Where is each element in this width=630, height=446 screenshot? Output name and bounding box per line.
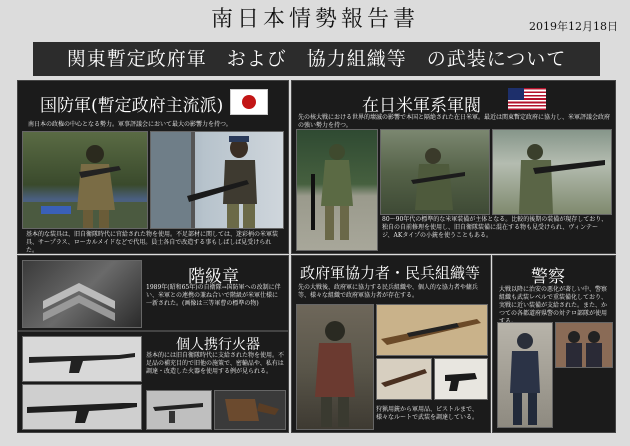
rifle-photo-2 bbox=[22, 384, 142, 430]
pistol-photo-1 bbox=[146, 390, 212, 430]
rifle-parts-icon bbox=[147, 391, 211, 429]
minpei-photo-3 bbox=[376, 358, 432, 400]
beigun-photo-1 bbox=[296, 129, 378, 251]
soldier-forest-icon bbox=[381, 130, 489, 214]
kojin-text: 基本的には旧自衛隊時代に支給された物を使用。不足品の補充目的で旧他の施策で、密輸品や、私有は調達・改造した火器を使用する例が見られる。 bbox=[146, 352, 285, 375]
minpei-text: 狩猟用銃から軍用品、ピストルまで、様々なルートで武装を調達している。 bbox=[376, 406, 479, 421]
rank-insignia-photo bbox=[22, 260, 142, 328]
kokubougun-photo-left bbox=[22, 131, 148, 229]
kaikyusho-text: 1989年(昭和65年)の自衛隊→国防軍への改制に伴い、米軍との連携の兼ね合いで階級が米軍仕様に一新された。(画像は三等軍曹の標準の物) bbox=[146, 284, 281, 307]
minpei-photo-1 bbox=[296, 304, 374, 430]
keisatsu-photo-2 bbox=[555, 322, 613, 368]
report-title: 南日本情勢報告書 bbox=[210, 7, 419, 32]
panel-title-minpei: 政府軍協力者・民兵組織等 bbox=[300, 264, 481, 282]
assault-rifle-icon bbox=[23, 385, 141, 429]
report-date: 2019年12月18日 bbox=[529, 20, 618, 33]
kokubougun-photo-right bbox=[150, 131, 284, 229]
kokubougun-text: 基本的な装具は、旧自衛隊時代に官給された物を使用。不足部材に関しては、迷彩柄の米軍装具、サープラス、ローカルメイドなどで代用。員士各自で改造する事もしばしば見受けられた。 bbox=[26, 231, 279, 254]
militia-figure-icon bbox=[297, 305, 373, 429]
kokubougun-intro: 南日本の政権の中心となる勢力。軍事評議会において最大の影響力を持つ。 bbox=[28, 121, 232, 128]
panel-title-beigun: 在日米軍系軍閥 bbox=[362, 96, 481, 116]
pistol-photo-2 bbox=[214, 390, 286, 430]
beigun-intro: 先の核大戦における世界的壊滅の影響で本国と隔絶された在日米軍。最近は関東暫定政府に協力し、米軍評議会政府の強い勢力を持つ。 bbox=[298, 114, 611, 129]
panel-kaikyusho bbox=[17, 255, 289, 331]
beigun-photo-3 bbox=[492, 129, 612, 215]
soldier-figure-icon bbox=[23, 132, 147, 228]
soldier-aiming-icon bbox=[493, 130, 611, 214]
minpei-photo-4 bbox=[434, 358, 488, 400]
us-flag-icon bbox=[508, 88, 546, 110]
revolver-icon bbox=[435, 359, 487, 399]
japan-flag-icon bbox=[230, 89, 268, 115]
rifle-photo-1 bbox=[22, 336, 142, 382]
panel-title-kojin: 個人携行火器 bbox=[176, 337, 260, 353]
hunting-rifle-icon bbox=[377, 305, 487, 355]
panel-beigun bbox=[291, 80, 616, 254]
rifle-icon bbox=[23, 337, 141, 381]
header-bar bbox=[0, 0, 630, 38]
headline-banner: 関東暫定政府軍 および 協力組織等 の武装について bbox=[33, 42, 600, 76]
beigun-text: 80～90年代の標準的な米軍装備が主体となる。比較的後期の装備が現存しており、独自の自前修理を使用し、旧自衛隊装備に混在する物も見受けられ、ヴィンテージ、AKタイプの小銃を使うこともある。 bbox=[382, 216, 608, 239]
soldier-standing-icon bbox=[297, 130, 377, 250]
panel-keisatsu bbox=[492, 255, 616, 433]
police-squad-icon bbox=[556, 323, 612, 367]
shotgun-icon bbox=[377, 359, 431, 399]
panel-title-kaikyusho: 階級章 bbox=[188, 267, 239, 287]
soldier-with-rifle-icon bbox=[151, 132, 283, 228]
keisatsu-photo-1 bbox=[497, 322, 553, 428]
police-officer-icon bbox=[498, 323, 552, 427]
panel-title-kokubougun: 国防軍(暫定政府主流派) bbox=[40, 96, 224, 116]
panel-kojin bbox=[17, 331, 289, 433]
keisatsu-text: 大戦以降に治安の悪化が著しい中、警察組織も武装レベルで重装備化しており、実戦に近い装備が支給された。また、かつての各都道府県警の対テロ部隊が使用 bbox=[499, 286, 608, 317]
panel-kokubougun bbox=[17, 80, 289, 254]
rank-insignia-icon bbox=[23, 261, 141, 327]
beigun-photo-2 bbox=[380, 129, 490, 215]
minpei-intro: 先の大戦後、政府軍に協力する民兵組織や、個人的な協力者や傭兵等、様々な組織で政府軍協力者が存在する。 bbox=[298, 284, 478, 299]
panel-title-keisatsu: 警察 bbox=[531, 267, 565, 287]
minpei-photo-2 bbox=[376, 304, 488, 356]
panel-minpei bbox=[291, 255, 491, 433]
holster-icon bbox=[215, 391, 285, 429]
